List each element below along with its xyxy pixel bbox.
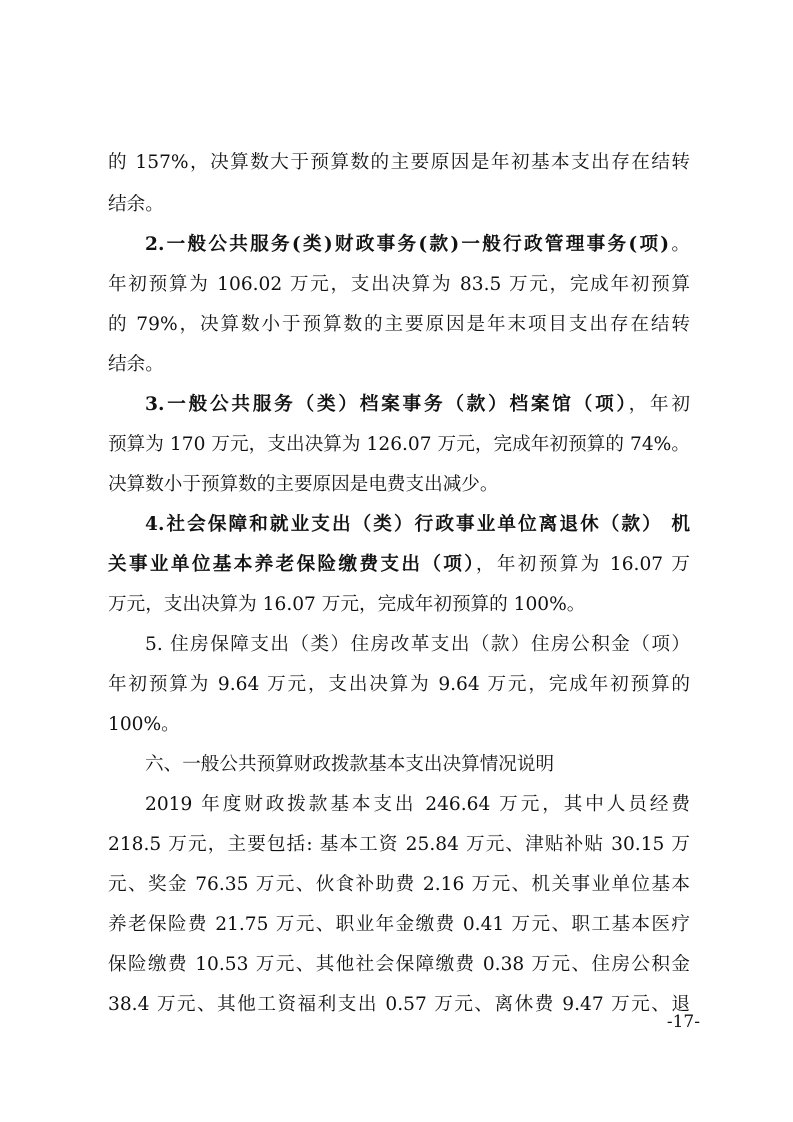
line-text: 5. 住房保障支出（类）住房改革支出（款）住房公积金（项） [145, 634, 690, 655]
heading-text: 3.一般公共服务（类）档案事务（款）档案馆（项） [145, 394, 629, 415]
paragraph-line [145, 789, 690, 821]
line-text: ，年初 [628, 394, 690, 415]
paragraph-line [108, 349, 690, 381]
line-text: 年初预算为 9.64 万元，支出决算为 9.64 万元，完成年初预算的 [108, 674, 690, 695]
line-text: 万元，支出决算为 16.07 万元，完成年初预算的 100%。 [108, 594, 586, 615]
line-text: 2019 年度财政拨款基本支出 246.64 万元，其中人员经费 [145, 794, 690, 815]
section-heading [145, 509, 690, 541]
line-text: 。 [669, 234, 690, 255]
line-text: 结余。 [108, 194, 164, 215]
paragraph-line [108, 469, 690, 501]
paragraph-line [108, 829, 690, 861]
paragraph-line [108, 949, 690, 981]
paragraph-line [108, 669, 690, 701]
paragraph-line [108, 869, 690, 901]
heading-text: 2.一般公共服务(类)财政事务(款)一般行政管理事务(项) [145, 234, 670, 255]
paragraph-line [108, 309, 690, 341]
line-text: 保险缴费 10.53 万元、其他社会保障缴费 0.38 万元、住房公积金 [108, 954, 690, 975]
paragraph-line [108, 589, 690, 621]
line-text: 100%。 [108, 714, 180, 735]
paragraph-line [145, 629, 690, 661]
section-heading [145, 389, 690, 421]
line-text: 38.4 万元、其他工资福利支出 0.57 万元、离休费 9.47 万元、退 [108, 994, 690, 1015]
heading-text: 4.社会保障和就业支出（类）行政事业单位离退休（款） 机 [145, 514, 690, 535]
page-number: -17- [666, 1012, 700, 1032]
line-text: 的 157%，决算数大于预算数的主要原因是年初基本支出存在结转 [108, 152, 690, 173]
paragraph-line [108, 147, 690, 179]
line-text: 元、奖金 76.35 万元、伙食补助费 2.16 万元、机关事业单位基本 [108, 874, 690, 895]
line-text: 年初预算为 106.02 万元，支出决算为 83.5 万元，完成年初预算 [108, 274, 690, 295]
line-text: ，年初预算为 16.07 万 [475, 554, 690, 575]
line-text: 218.5 万元，主要包括: 基本工资 25.84 万元、津贴补贴 30.15 万 [108, 834, 690, 855]
line-text: 养老保险费 21.75 万元、职业年金缴费 0.41 万元、职工基本医疗 [108, 914, 690, 935]
line-text: 结余。 [108, 354, 164, 375]
section-heading [108, 549, 690, 581]
heading-text: 关事业单位基本养老保险缴费支出（项） [108, 554, 476, 575]
line-text: 决算数小于预算数的主要原因是电费支出减少。 [108, 474, 499, 495]
line-text: 的 79%，决算数小于预算数的主要原因是年末项目支出存在结转 [108, 314, 690, 335]
paragraph-line [108, 429, 690, 461]
section-heading [145, 229, 690, 261]
section-title [145, 749, 690, 781]
paragraph-line [108, 189, 690, 221]
section-title-text: 六、一般公共预算财政拨款基本支出决算情况说明 [145, 754, 555, 775]
paragraph-line [108, 269, 690, 301]
paragraph-line [108, 989, 690, 1021]
paragraph-line [108, 709, 690, 741]
paragraph-line [108, 909, 690, 941]
line-text: 预算为 170 万元，支出决算为 126.07 万元，完成年初预算的 74%。 [108, 434, 690, 455]
